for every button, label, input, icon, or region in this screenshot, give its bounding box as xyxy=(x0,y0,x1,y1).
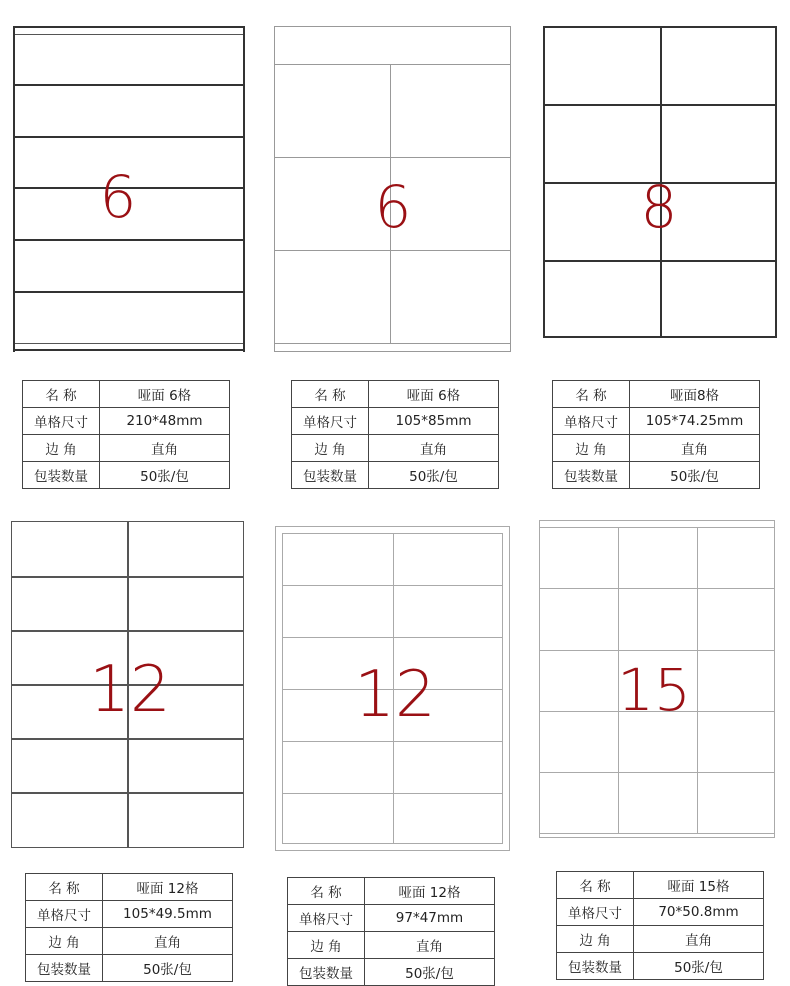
cell-count-number: 6 xyxy=(374,173,412,241)
table-row: 名 称 哑面8格 xyxy=(553,381,760,408)
table-row: 边 角 直角 xyxy=(23,435,230,462)
table-row: 包装数量 50张/包 xyxy=(23,462,230,489)
table-row: 边 角 直角 xyxy=(292,435,499,462)
table-row: 包装数量 50张/包 xyxy=(26,955,233,982)
spec-table xyxy=(287,877,495,986)
table-row: 单格尺寸 70*50.8mm xyxy=(557,899,764,926)
cell-count-number: 8 xyxy=(640,173,678,241)
table-row: 包装数量 50张/包 xyxy=(292,462,499,489)
spec-table xyxy=(291,380,499,489)
cell-count-number: 6 xyxy=(99,163,137,231)
table-row: 单格尺寸 210*48mm xyxy=(23,408,230,435)
table-row: 边 角 直角 xyxy=(288,932,495,959)
table-row: 边 角 直角 xyxy=(553,435,760,462)
table-row: 名 称 哑面 12格 xyxy=(288,878,495,905)
table-row: 单格尺寸 97*47mm xyxy=(288,905,495,932)
table-row: 名 称 哑面 12格 xyxy=(26,874,233,901)
spec-table xyxy=(552,380,760,489)
cell-count-number: 12 xyxy=(89,653,171,727)
table-row: 单格尺寸 105*49.5mm xyxy=(26,901,233,928)
spec-table xyxy=(22,380,230,489)
table-row: 边 角 直角 xyxy=(26,928,233,955)
table-row: 包装数量 50张/包 xyxy=(553,462,760,489)
table-row: 名 称 哑面 15格 xyxy=(557,872,764,899)
table-row: 名 称 哑面 6格 xyxy=(23,381,230,408)
table-row: 边 角 直角 xyxy=(557,926,764,953)
cell-count-number: 15 xyxy=(617,656,691,724)
table-row: 包装数量 50张/包 xyxy=(557,953,764,980)
spec-table xyxy=(556,871,764,980)
table-row: 单格尺寸 105*85mm xyxy=(292,408,499,435)
spec-table xyxy=(25,873,233,982)
table-row: 单格尺寸 105*74.25mm xyxy=(553,408,760,435)
cell-count-number: 12 xyxy=(354,658,436,732)
table-row: 名 称 哑面 6格 xyxy=(292,381,499,408)
table-row: 包装数量 50张/包 xyxy=(288,959,495,986)
